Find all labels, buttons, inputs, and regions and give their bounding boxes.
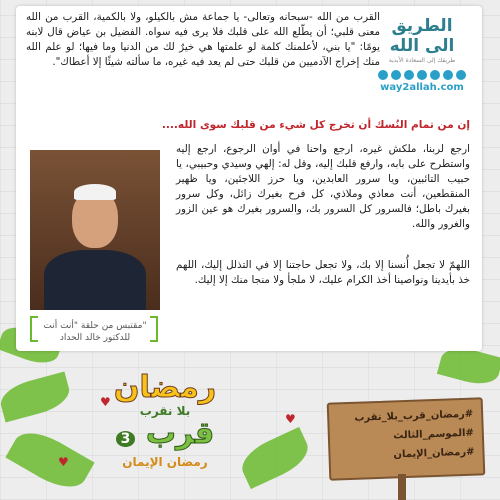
speaker-cap: [74, 184, 116, 200]
paragraph-3: ارجع لربنا، ملكش غيره، ارجع واحنا في أوان الرجوع، ارجع إليه واستطرح على بابه، وارفع قلبك إليه، وقل له: إلهي وسيدي وحبيبي، يا حبيب التائبين، ويا سرور العابدين، ويا حرز اللاجئين، ويا ظهير المنقطعين، أنت معاذي وملاذي، كل فرح بغيرك زائل، وكل سرور بغيرك باطل؛ فالسرور كل السرور بك، والسرور بغيرك هو عين الزور والغرور والله.: [176, 143, 470, 230]
ramadan-iman: رمضان الإيمان: [122, 455, 208, 469]
instagram-icon[interactable]: [430, 70, 440, 80]
social-icons: [376, 70, 468, 80]
logo-subtitle: طريقك إلى السعادة الأبدية: [388, 57, 456, 64]
ramadan-subtitle: بلا نقرب: [139, 404, 191, 418]
paragraph-4: اللهمّ لا تجعل أُنسنا إلا بك، ولا تجعل حاجتنا إلا في التذلل إليك، اللهم خذ بأيدينا ونواصينا أخذ الكرام عليك، لا ملجأ ولا منجا منك إلا إليك.: [176, 259, 470, 286]
qurb-word: [100, 418, 230, 455]
ramadan-logo: [100, 372, 230, 482]
quote-bracket-right: [150, 316, 158, 342]
facebook-icon[interactable]: [378, 70, 388, 80]
speaker-shirt: [44, 250, 146, 310]
ramadan-word: رمضان: [113, 370, 217, 405]
hashtag-3[interactable]: #رمضان_الإيمان: [393, 446, 475, 461]
paragraph-1: القرب من الله -سبحانه وتعالى- يا جماعة مش بالكيلو، ولا بالكمية، القرب من الله معنى قلبي؛ أن يطّلع الله على قلبك فلا يرى فيه سواه. الفضيل بن عياض قال لابنه يومًا: "يا بني، لأعلمنك كلمة لو علمتها هي خيرٌ لك من الدنيا وما فيها؛ لو علم الله منك إخراج الآدميين من قلبك حتى لم يعد فيه غيره، ما سألته شيئًا إلا أعطاك".: [26, 11, 380, 68]
qurb-text: قرب: [145, 416, 215, 451]
brand-logo: [376, 16, 468, 93]
season-number: 3: [116, 431, 136, 447]
signboard-post: [398, 474, 406, 500]
logo-title: الطريق الى الله: [389, 16, 455, 56]
website-link[interactable]: way2allah.com: [380, 82, 464, 93]
pinterest-icon[interactable]: [443, 70, 453, 80]
vimeo-icon[interactable]: [456, 70, 466, 80]
youtube-icon[interactable]: [417, 70, 427, 80]
source-citation: [40, 320, 150, 344]
source-line-2: للدكتور خالد الحداد: [59, 333, 131, 343]
paragraph-2-highlight: إن من تمام النُسك أن تخرج كل شيء من قلبك سوى الله....: [161, 119, 470, 131]
heart-icon: ♥: [285, 412, 296, 426]
hashtag-signboard: [327, 397, 486, 480]
google-icon[interactable]: [391, 70, 401, 80]
heart-icon: ♥: [100, 395, 111, 409]
heart-icon: ♥: [58, 455, 69, 469]
twitter-icon[interactable]: [404, 70, 414, 80]
hashtag-2[interactable]: #الموسم_الثالث: [393, 427, 475, 442]
quote-bracket-left: [30, 316, 38, 342]
speaker-photo: [28, 148, 162, 312]
source-line-1: مقتبس من حلقة "أنت أنت": [43, 321, 147, 331]
hashtag-1[interactable]: #رمضان_قرب_بلا_نقرب: [354, 408, 474, 424]
